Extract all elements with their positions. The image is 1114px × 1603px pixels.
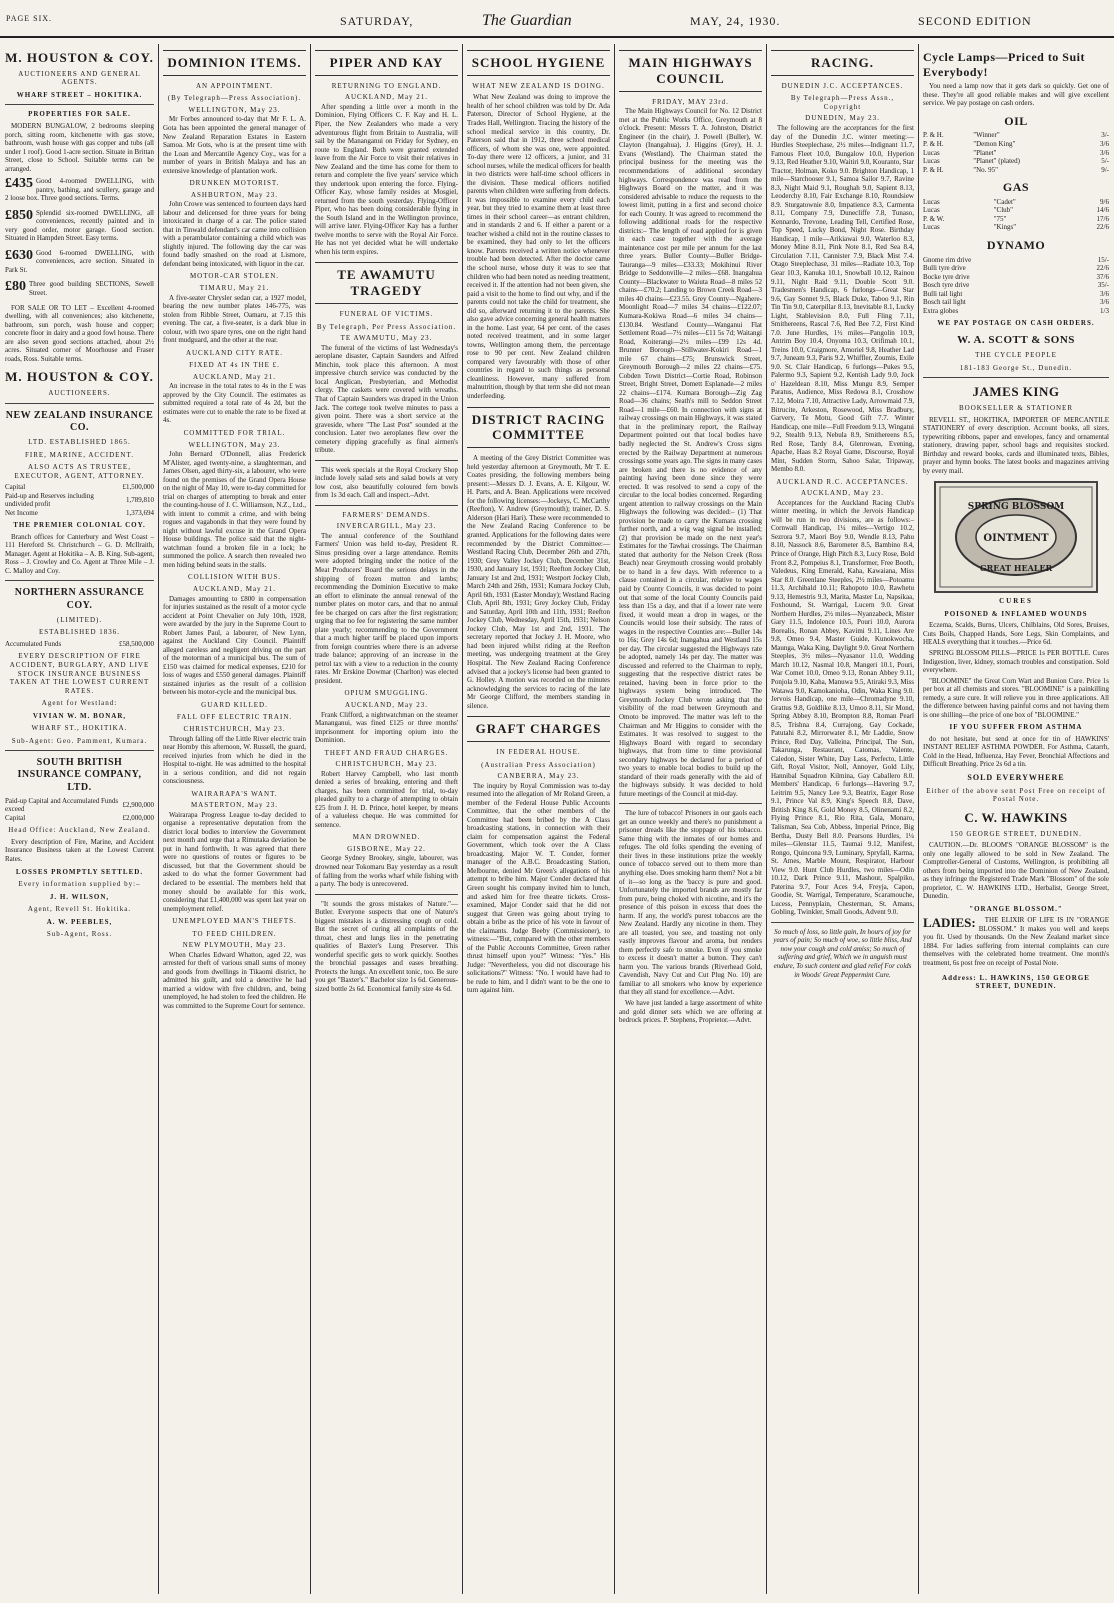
article-headline: PIPER AND KAY	[315, 50, 458, 76]
article-subhead: WHAT NEW ZEALAND IS DOING.	[472, 81, 605, 90]
ad-firm-title: W. A. SCOTT & SONS	[957, 333, 1075, 346]
ad-note: WE PAY POSTAGE ON CASH ORDERS.	[937, 319, 1095, 328]
article-headline: DOMINION ITEMS.	[163, 50, 306, 76]
price-list-price: 37/6	[1096, 272, 1109, 281]
ad-firm-subtitle: AUCTIONEERS.	[48, 389, 111, 398]
insurance-agent-address: Sub-Agent, Ross.	[46, 930, 113, 939]
insurance-ad-title: SOUTH BRITISH INSURANCE COMPANY, LTD.	[17, 757, 142, 793]
property-ad: FOR SALE OR TO LET – Excellent 4-roomed dwelling, with all conveniences; also kitchenette, bathroom, sun porch, wash house and copper; concrete floor in dairy and a good fowl house. There are also seven good sections attached, about 2½ acres. Situated corner of Moorhouse and Fraser roads, Ross. Suitable terms.	[5, 303, 154, 363]
price-list-price: 15/-	[1097, 255, 1109, 264]
article-subhead: FIXED AT 4s IN THE £.	[189, 361, 280, 370]
article-credit: (By Telegraph—Press Association).	[167, 94, 302, 103]
price-list-item: P. & W.	[923, 214, 945, 223]
figure-label: Paid-up and Reserves including undivided profit	[5, 491, 94, 509]
figure-value: 1,789,810	[126, 495, 154, 504]
ointment-logo	[934, 481, 1098, 593]
price-list-row	[923, 131, 1109, 140]
column-piper-and-kay	[312, 44, 461, 1594]
article-subhead: MOTOR-CAR STOLEN.	[189, 272, 280, 281]
article-body: A meeting of the Grey District Committee was held yesterday afternoon at Greymouth, Mr T. E. Coates presiding, the following members being present:—Messrs D. J. Evans, A. E. Kilgour, W. H. Parts, and A. Bean. Applications were received for the following licenses:—Jockeys, C. McCarthy (Reefton), V. Andrew (Greymouth); trainer, D. S. Alderson (Hari Hari). These were recommended to the New Zealand Racing Conference to be granted. Applications for the following dates were recommended by the District Committee:—Westland Racing Club, December 26th and 27th, 1930; Grey Valley Jockey Club, December 31st, 1930, and January 1st, 1931; Reefton Jockey Club, January 1st and 2nd, 1931; Westport Jockey Club, March 24th and 26th, 1931; Kumara Jockey Club, April 6th, 1931 (Easter Monday); Westland Racing Club, April 8th, 1931; Grey Jockey Club, Friday and Saturday, April 10th and 11th, 1931; Reefton Jockey Club, Wednesday, April 15th, 1931; Nelson Jockey Club, May 1st and 2nd, 1931. The secretary reported that Jockey J. H. Moore, who had been injured whilst riding at the Reefton meeting, was undergoing treatment at the Grey Hospital. The New Zealand Racing Conference advised that a jockey's license had been granted to G. Holley. A motion was recorded on the minutes acknowledging the services to racing of the late Mr George Clifford, the members standing in silence.	[467, 454, 610, 710]
ad-firm-address: Address: L. HAWKINS, 150 GEORGE STREET, DUNEDIN.	[942, 973, 1090, 991]
price-list-item: Lucas	[923, 157, 940, 166]
ad-body: REVELL ST., HOKITIKA, IMPORTER OF MERCANTILE STATIONERY of every description. Account books, all sizes, typewriting ribbons, paper and envelopes, fancy and ornamental stationery, drawing paper, school bags and requisites stocked. Birthday and reward books, cards and illuminated texts, Bibles, prayer and hymn books. The latest books and magazines arriving by every mail.	[923, 415, 1109, 475]
property-price: £80	[5, 280, 26, 295]
insurance-subagent: Sub-Agent: Geo. Pamment, Kumara.	[11, 736, 148, 745]
masthead-title: The Guardian	[482, 12, 572, 29]
price-list-item: "Club"	[993, 206, 1014, 215]
article-subhead: OPIUM SMUGGLING.	[344, 689, 429, 698]
column-rule	[918, 44, 919, 1594]
article-credit: (Australian Press Association)	[481, 760, 596, 769]
price-list-row	[923, 281, 1109, 290]
article-body: John Crowe was sentenced to fourteen days hard labour and delicensed for three years for being intoxicated in charge of a car. The police stated that in Tinwald defendant's car came into collision with a perambulator containing a child which was slightly injured. The following day the car was found badly smashed on the road at Lismore, defendant being intoxicated, with liquor in the car.	[163, 200, 306, 268]
price-list-price: 17/6	[1096, 214, 1109, 223]
masthead-edition: SECOND EDITION	[918, 14, 1032, 28]
insurance-figures	[5, 483, 154, 517]
article-subhead: GUARD KILLED.	[201, 700, 268, 709]
insurance-ad-branches: Branch offices for Canterbury and West Coast – 111 Hereford St. Christchurch – G. D. McIlraith, Manager. Agent at Hokitika – A. B. King. Sub-agent, Ross – J. Crowley and Co. Agent at Three Mile – J. C. Malloy and Coy.	[5, 532, 154, 575]
insurance-agent-name: J. H. WILSON,	[49, 892, 110, 901]
price-list-row	[923, 223, 1109, 232]
article-body: Robert Harvey Campbell, who last month denied a series of breaking, entering and theft charges, has been committed for trial, to-day pleaded guilty to a charge of attempting to obtain £25 from J. H. D. Prince, hotel keeper, by means of a valueless cheque. He was committed for sentence.	[315, 769, 458, 829]
article-body: Frank Clifford, a nightwatchman on the steamer Mananganui, was fined £125 or three months' imprisonment for importing opium into the Dominion.	[315, 710, 458, 745]
property-price: £630	[5, 248, 33, 263]
dateline: GISBORNE, May 22.	[347, 844, 426, 853]
advertisement: "It sounds the gross mistakes of Nature."—Butler. Everyone suspects that one of Nature's biggest mistakes is a distressing cough or cold. But the secret of curing all complaints of the throat, chest and lungs lies in the penetrating qualities of Baxter's Lung Preserver. This wonderful specific gets to work quickly. Soothes the bronchial passages and eases breathing. Protects the lungs. An excellent tonic, too. Be sure you get "Baxter's." Bachelor size 1s 6d. Generous-sized bottle 2s 6d. Economical family size 4s 6d.	[315, 899, 458, 993]
dateline: CHRISTCHURCH, May 23.	[335, 760, 438, 769]
ad-firm-subtitle: AUCTIONEERS AND GENERAL AGENTS.	[18, 69, 141, 87]
insurance-ad-title: NORTHERN ASSURANCE COY.	[14, 587, 145, 611]
figure-value: £1,500,000	[122, 483, 154, 492]
ad-heading: IF YOU SUFFER FROM ASTHMA	[949, 723, 1083, 732]
price-list-price: 3/6	[1100, 148, 1109, 157]
price-list-row	[923, 140, 1109, 149]
property-ad: MODERN BUNGALOW, 2 bedrooms sleeping porch, sitting room, kitchenette with gas stove, bathroom, wash house with gas copper and tubs (all under 1 roof). Good 1-acre section. Situate in Brittan Street, close to School. Suitable terms can be arranged.	[5, 121, 154, 173]
column-dominion-items	[160, 44, 309, 1594]
ointment-seal-icon	[936, 483, 1096, 591]
ad-section-heading: OIL	[1004, 113, 1028, 128]
column-main-highways	[616, 44, 765, 1594]
insurance-info: Every information supplied by:–	[18, 880, 141, 889]
column-rule	[310, 44, 311, 1594]
price-list-item: Lucas	[923, 206, 940, 215]
article-body: Damages amounting to £800 in compensation for injuries sustained as the result of a motor cycle accident at Point Chevalier on July 10th, 1928, were awarded by the jury in the Supreme Court to Robert James Paul, a labourer, of New Lynn, against the Auckland City Council. Plaintiff alleged careless and negligent driving on the part of the motorman of a municipal bus. The sum of £150 was claimed for medical expenses, £210 for loss of wages and £550 general damages. Plaintiff sustained injuries as the result of a collision between his motor-cycle and the municipal bus.	[163, 594, 306, 697]
dateline: CHRISTCHURCH, May 23.	[183, 724, 286, 733]
dateline: WELLINGTON, May 23.	[188, 440, 281, 449]
price-list-row	[923, 215, 1109, 224]
ad-firm-address: 150 GEORGE STREET, DUNEDIN.	[950, 829, 1082, 838]
dateline: NEW PLYMOUTH, May 23.	[182, 941, 287, 950]
price-list-price: 9/-	[1101, 165, 1109, 174]
ad-body: "BLOOMINE" the Great Corn Wart and Bunion Cure. Price 1s per box at all chemists and stores. "BLOOMINE" is a painkilling remedy, a sure cure. It will relieve you in three applications. All the difference between having painful corns and not having them is one shilling—the price of one box of "BLOOMINE."	[923, 676, 1109, 719]
ad-firm-title: JAMES KING	[972, 384, 1060, 400]
article-subhead: RETURNING TO ENGLAND.	[331, 81, 442, 90]
price-list-item: Bosch tail light	[923, 298, 966, 307]
price-list-price: 3/6	[1100, 140, 1109, 148]
price-list-item: P. & H.	[923, 165, 944, 174]
insurance-ad-body: Every description of Fire, Marine, and Accident Insurance Business taken at the Lowest Current Rates.	[5, 837, 154, 863]
insurance-ad-slogan: LOSSES PROMPTLY SETTLED.	[15, 867, 144, 876]
masthead-date: MAY, 24, 1930.	[690, 14, 781, 28]
ad-firm-address: 181-183 George St., Dunedin.	[959, 363, 1073, 372]
article-subhead: TO FEED CHILDREN.	[192, 929, 277, 938]
article-headline: SCHOOL HYGIENE	[467, 50, 610, 76]
dateline: MASTERTON, May 23.	[190, 801, 279, 810]
article-subhead: MAN DROWNED.	[352, 833, 421, 842]
price-list-item: Gnome rim drive	[923, 255, 972, 264]
price-list-gas	[923, 198, 1109, 232]
insurance-ad-acts: ALSO ACTS AS TRUSTEE, EXECUTOR, AGENT, ATTORNEY.	[14, 463, 145, 480]
column-rule	[766, 44, 767, 1594]
ad-heading: LADIES:	[923, 916, 976, 931]
price-list-item: Lucas	[923, 223, 940, 232]
price-list-price: 14/6	[1096, 206, 1109, 215]
advertisement: We have just landed a large assortment of white and gold dinner sets which we are offering at bedrock prices. P. Stephens, Proprietor.—Advt.	[619, 998, 762, 1025]
advertisement-verse: So much of loss, so little gain, In hours of joy for years of pain; So much of woe, so little bliss, And now your cough and cold amiss; So much of suffering and grief, Which we in anguish must endure, To such content and glad relief For colds in Woods' Great Peppermint Cure.	[773, 927, 912, 979]
dateline: AUCKLAND, May 21.	[192, 585, 277, 594]
price-list-price: 3/6	[1100, 289, 1109, 298]
price-list-item: "Demon King"	[973, 140, 1016, 148]
article-subhead: COMMITTED FOR TRIAL.	[183, 428, 286, 437]
article-headline: MAIN HIGHWAYS COUNCIL	[619, 50, 762, 92]
ad-title: Cycle Lamps—Priced to Suit Everybody!	[923, 50, 1085, 79]
ad-heading: SOLD EVERYWHERE	[967, 772, 1065, 782]
insurance-head-office: Head Office: Auckland, New Zealand.	[8, 826, 151, 835]
price-list-item: "75"	[993, 214, 1007, 223]
price-list-dynamo	[923, 256, 1109, 316]
dateline: TE AWAMUTU, May 23.	[340, 334, 433, 343]
dateline: CANBERRA, May 23.	[497, 772, 580, 781]
dateline: INVERCARGILL, May 23.	[336, 522, 437, 531]
article-body: The following are the acceptances for the first day of the Dunedin J.C. winter meeting:— Hurdles Steeplechase, 2½ miles—Indignant 11.7, Famous Fleet 10.0, Bungalow 10.0, Hyperion 9.13, Red Heather 9.10, Waitiri 9.0, Kouranto, Star Tractor, Holman, Koko 9.0. Brighton Handicap, 1 mile—Starchooser 9.1, Samoa Sailor 9.7, Ravine 8.3, Night Maid 9.1, Roughah 9.0, Sapient 8.13, Leoderchy 8.10, Fair Exchange 8.10, Roundsiew 8.9. Sturgatownie 8.0, Impatience 8.3, Carmenta 8.11, Company 7.9, Dunecliffe 7.8, Tunaso, Kennardo, Trevone, Leading Tell, Certified Rose, Top Speed, Lucky Bond, Night Rose. Birthday Handicap, 1 mile—Arikiawai 9.0, Waterloo 8.3, Money Mine 8.11, Pink Note 8.1, Red Sea 8.4, Circulation 7.11, Cannister 7.9, Black Mist 7.4. Otago Steeplechase, 31 miles—Radiate 10.3, Top Gear 10.3, Kanuka 10.1, Snowball 10.12, Rainou 9.11, Night Raid 9.11, Double Scott 9.0. Tradesmen's Handicap, 6 furlongs—Great Star 9.6, Gay Sonnet 9.5, Black Duke, Taboo 9.1, Rin Tin Tin 9.0, Caterpillar 8.13, Inevitable 8.1, Lucky Light, Stablevision 8.0, Full Fling 7.11, Smithereens, Rascal 7.6, Red Bee 7.2, First Kind 7.0. June Hurdles, 1½ miles—Pangolin 10.9, Antrim Boy 10.4, Onyoma 10.3, Orifimah 10.1, Treins 10.0, Craigmore, Amoriel 9.8, Heather Lad 9.7, Juneam 9.3, Paris 9.2, Whiffler, Zoumis, Exile 9.0. St. Clair Handicap, 6 furlongs—Pukes 9.5, Palermo 9.3, Sapient 9.2, Kentish Lady 9.0, Jock o' Hazeldean 8.10, Miss Mungu 8.9, Semper Paratus, Audience, Miss Redowa 8.1, Crosshow 7.12, Moira 7.10, Attractive Lady, Arrowmaid 7.9, Bitrucite, Arkeston, Rosewood, Miss Bradbury, Garvery, Te Motu, Good Gift 7.7. Winter Handicap, one mile—Full Freedom 9.13, Wingatui 9.2, Stealth 9.13, Nebula 8.9, Smithereens 8.5, Red Rose, Tardy 8.4, Glenrowan, Evening, Apache, Haas 8.2 Royal Game, Discourse, Royal Mint, Sudden Storm, Sahoo Salar, Tripaway, Membo 8.0.	[771, 123, 914, 474]
price-list-price: 9/6	[1100, 197, 1109, 206]
ad-body: THE ELIXIR OF LIFE IS IN "ORANGE BLOSSOM." It makes you well and keeps you fit. Used by thousands. On the New Zealand market since 1884. For ladies suffering from internal complaints can cure themselves with the celebrated home treatment. One month's treatment, 6s post free on receipt of Postal Note.	[923, 916, 1109, 967]
ad-body: SPRING BLOSSOM PILLS—PRICE 1s PER BOTTLE. Cures Indigestion, liver, kidney, stomach troubles and constipation. Sold everywhere.	[923, 648, 1109, 675]
article-headline: RACING.	[771, 50, 914, 76]
price-list-price: 3/-	[1101, 131, 1109, 140]
price-list-item: Bulli tyre drive	[923, 264, 966, 273]
price-list-row	[923, 206, 1109, 215]
price-list-item: "Planet"	[973, 148, 997, 157]
article-subhead: FARMERS' DEMANDS.	[342, 510, 431, 519]
article-subhead: IN FEDERAL HOUSE.	[496, 748, 581, 757]
column-advertisements-agents	[2, 44, 157, 1594]
ad-body: Eczema, Scalds, Burns, Ulcers, Chilblains, Old Sores, Bruises, Cuts Boils, Chapped Hands, Sore Legs, Skin Complaints, and HEALS everything that it touches.—Price 6d.	[923, 621, 1109, 647]
dateline: WELLINGTON, May 23.	[188, 105, 281, 114]
price-list-row	[923, 198, 1109, 207]
article-subhead: DRUNKEN MOTORIST.	[189, 179, 280, 188]
insurance-ad-note: THE PREMIER COLONIAL COY.	[13, 521, 146, 530]
price-list-price: 5/-	[1101, 157, 1109, 166]
price-list-item: "Cadet"	[993, 197, 1016, 206]
ad-firm-title: M. HOUSTON & COY.	[5, 369, 154, 385]
property-price: £435	[5, 177, 33, 192]
article-body: The funeral of the victims of last Wednesday's aeroplane disaster, Captain Saunders and Alfred Minchin, took place this afternoon. A most impressive church service was conducted by the local Anglican, Presbyterian, and Methodist clergy. The caskets were covered with wreaths. That of Captain Saunders was draped in the Union Jack. The cortege took twelve minutes to pass a given point. There was a short service at the graveside, where "The Last Post" sounded at the conclusion. Later two aeroplanes flew over the cemetery dipping gracefully as final airmen's tribute.	[315, 343, 458, 455]
price-list-item: Extra globes	[923, 306, 959, 315]
dateline: TIMARU, May 21.	[199, 284, 270, 293]
insurance-agent-label: Agent for Westland:	[41, 699, 118, 708]
seal-text-middle: OINTMENT	[983, 533, 1049, 545]
price-list-row	[923, 149, 1109, 158]
article-body: Through falling off the Little River electric train near Hornby this afternoon, W. Russell, the guard, received injuries from which he died in the Hospital to-night. He was admitted to the hospital in a serious condition, and did not regain consciousness.	[163, 734, 306, 786]
article-subhead: FUNERAL OF VICTIMS.	[339, 310, 434, 319]
seal-text-bottom: GREAT HEALER	[979, 563, 1053, 574]
insurance-agent-address: Agent, Revell St. Hokitika.	[27, 905, 132, 914]
article-subhead: COLLISION WITH BUS.	[188, 573, 281, 582]
insurance-agent-name: VIVIAN W. M. BONAR,	[32, 711, 127, 720]
article-headline: DISTRICT RACING COMMITTEE	[467, 407, 610, 449]
price-list-item: "Winner"	[973, 131, 1000, 140]
article-body: After spending a little over a month in the Dominion, Flying Officers C. F. Kay and H. L. Piper, the New Zealanders who made a very adventurous flight from Britain to Australia, will sail by the Mananganui on Friday for Sydney, en route to England. Both were granted extended leave from the Air Force to visit their relatives in New Zealand and the time has come for them to return and complete the five years' service which they undertook upon entering the force. Flying-Officer Kay, whose family resides at Mosgiel, returned from the south yesterday. Flying-Officer Piper, who has been doing considerable flying in the South Island and in the Wellington province, will arrive later. Flying-Officer Kay has a further twelve months to serve with the Royal Air Force. He has not yet decided what he will undertake when his term expires.	[315, 102, 458, 256]
ad-heading: CURES	[999, 597, 1033, 606]
price-list-row	[923, 298, 1109, 307]
dateline: DUNEDIN, May 23.	[805, 114, 880, 123]
article-subhead: AUCKLAND R.C. ACCEPTANCES.	[776, 477, 909, 486]
figure-label: Capital	[5, 483, 26, 492]
article-subhead: DUNEDIN J.C. ACCEPTANCES.	[781, 81, 904, 90]
article-body: The inquiry by Royal Commission was to-day resumed into the allegation of Mr Roland Green, a member of the Federal House Public Accounts Committee, that the other members of the Committee had been bribed by the A Class broadcasting stations, in connection with their claim for compensation against the Federal Government, which took over the A Class broadcasting. Major W. T. Conder, former manager of the A.B.C. Broadcasting Station, Melbourne, denied Mr Green's allegations of his attempt to bribe him. Major Conder declared that Green sought his company invited him to lunch, and asked him for free theatre tickets. Cross-examined, Major Conder said that he did not suggest that Green was going about trying to obtain a bribe as the price of his vote in favour of the claimants. Judge Beeby (Commissioner), to witness:—"But, compared with the other members of the Public Accounts Committee, Green rather thrust himself upon you?" Witness: "Yes." His Judge: "Nevertheless, you did not discourage his solicitations?" Witness: "No. I would have had to be rude to him, and I didn't want to be the one to turn against him.	[467, 781, 610, 995]
price-list-item: "Planet" (plated)	[973, 157, 1020, 166]
price-list-item: Lucas	[923, 197, 940, 206]
ad-firm-title: M. HOUSTON & COY.	[5, 50, 154, 65]
ad-body: do not hesitate, but send at once for tin of HAWKINS' INSTANT RELIEF ASTHMA POWDER. For Asthma, Catarrh, Cold in the Head, Influenza, Hay Fever, Bronchial Affections and Difficult Breathing. Price 2s 6d a tin.	[923, 734, 1109, 769]
insurance-ad-title: NEW ZEALAND INSURANCE CO.	[5, 409, 154, 433]
ad-body: You need a lamp now that it gets dark so quickly. Get one of these. They're all good reliable makes and will give excellent service. We pay postage on cash orders.	[923, 82, 1109, 108]
ad-heading: POISONED & INFLAMED WOUNDS	[944, 609, 1088, 618]
figure-value: 1,373,694	[126, 508, 154, 517]
insurance-agent-name: A. W. PEEBLES,	[46, 917, 113, 926]
figure-label: Net Income	[5, 508, 38, 517]
ad-firm-subtitle: BOOKSELLER & STATIONER	[959, 404, 1073, 413]
article-subhead: WAIRARAPA'S WANT.	[191, 789, 278, 798]
price-list-item: Bocke tyre drive	[923, 272, 970, 281]
property-ad: Good 6-roomed DWELLING, with conveniences, acre section. Situated in Park St.	[5, 248, 154, 274]
price-list-item: Lucas	[923, 148, 940, 157]
article-body: Wairarapa Progress League to-day decided to organise a representative deputation from the district local bodies to interview the Government next month and urge that a Rimutaka deviation be put in hand forthwith. It was agreed that there were no questions of routes or figures to be discussed, but that the Government should be asked to do what the former Government had declared to be essential. The members held that money should be available for this work, considering that £1,400,000 was spent last year on unemployment relief.	[163, 810, 306, 913]
dateline: FRIDAY, MAY 23rd.	[652, 97, 729, 106]
properties-heading: PROPERTIES FOR SALE.	[28, 110, 131, 119]
column-racing	[768, 44, 917, 1594]
property-ad: Good 4-roomed DWELLING, with pantry, bathing, and scullery, garage and 2 loose box. Three good sections. Terms.	[5, 177, 154, 203]
ad-heading: "ORANGE BLOSSOM."	[969, 904, 1063, 913]
insurance-agent-address: WHARF ST., HOKITIKA.	[31, 724, 128, 733]
price-list-row	[923, 264, 1109, 273]
article-body: Acceptances for the Auckland Racing Club's winter meeting, in which the Jervois Handicap will be run in two divisions, are as follows:– Cornwall Handicap, 1¼ miles—Vertigo 10.2, Sezrora 9.7, Maori Boy 9.0, Wendle 8.13, Pahu 8.10, Nassock 8.6, Barometer 8.5, Bambino 8.4, Prince of Orange, High Pitch 8.3, Lucy Rose, Bold Front 8.2, Pompeius 8.1, Transformer, Free Booth, Valedeus, King Emerald, Kaha, Kawaiana, Miss Star 8.0. Greenlane Steeples, 2½ miles—Potoamu 11.3, Archibald 10.11; Rahopoto 10.0, Rawhetu 9.13, Hemestris 9.3, Marita, Master Lu, Napsikaa, Foxhound, St. Warrigal, Lucern 9.0. Great Northern Hurdles, 2½ miles—Nyanzabeck, Mister Gary 11.5, Indolence 10.5, Pouri 10.0, Aurora Borealis, Ronan Abbey, Kavimi 9.11, Lines Are 9.8, Omeo 9.4, Master Guide, Kunokwocha, Maunga, Waka King, Daylight 9.0. Great Northern Steeples, 3½ miles—Nyasanor 11.0, Wedding March 10.12, Nasmal 10.8, Mangeri 10.1, Pouri, War Comet 10.0, Omeo 9.13, Ronan Abbey 9.11, Ponjola 9.10, Kaha, Manuwa 9.5, Atiraki 9.3, Miss Watawa 9.0, Kamokanioha, Odin, Waka King 9.0. Jervois Handicap, one mile—Chromadyne 9.10, Grattus 9.8, Goldlike 8.13, Umoo 8.11, Sir Mond, Spring Abbey 8.10, Brompton 8.8, Roman Pearl 8.5, Trishna 8.4, Currajong, Gay Cockade, Patutahi 8.2, Mirrorwater 8.1, Mr Laddie, Snow Prince, Red Day, Valleina, Principal, The Sun, Takarunga, Restaurant, Catomas, Valente, Caledon, Sister White, Day Lass, Perfecto, Little Gift, Royal Visitor, Noll, Annoyer, Gold Lily, Hannibal Squadron Kilmina, Gay Caballero 8.0. Members' Handicap, 6 furlongs—Havering 9.7, Leitrim 9.5, Nancy Lee 9.3, Beatrix, Eager Rose 9.1, Prince Val 8.9, King's Speech 8.8, Dave, British King 8.6, Gold Money 8.5, Olinenami 8.2, Flying Prince 8.1, Rio Rita, Gala, Monaro, Talisman, Sea Cob, Abbess, Imperial Prince, Big Bertha, Dusty Bell 8.0. Pearsons Hurdles, 1¼ miles—Glenstar 11.5, Taumai 9.12, Manifest, Rongo, Quincona 9.9, Luminary, Spryfall, Karma, St. Ames, Marble Mount, Respirator, Harbour View 9.0. Hunt Club Hurdles, two miles—Odin 10.12, Dark Prince 9.11, Mashour, Spalpiko, Paterina 9.7, Four Aces 9.4, Freyja, Capon, Goodie, St. Warrigal, Temperature, Scaramouche, Lucess, Pennyplain, Chesterman, St. Amans, Gobling, Twinkler, Small Goods, Advent 9.0.	[771, 498, 914, 917]
figure-label: Capital	[5, 813, 26, 822]
article-subhead: UNEMPLOYED MAN'S THEFTS.	[172, 917, 297, 926]
price-list-row	[923, 157, 1109, 166]
price-list-price: 3/6	[1100, 298, 1109, 307]
article-body: John Bernard O'Donnell, alias Frederick M'Alister, aged twenty-nine, a slaughterman, and James Olsen, aged thirty-six, a labourer, who were found on the premises of the Grand Opera House on the night of May 10, were to-day committed for trial on charges of attempting to break and enter the counting-house of J. C. Williamson, N.Z., Ltd., with intent to commit a crime, and with being rogues and vagabonds in that they were found by night without lawful excuse in the Grand Opera House buildings. The police said that the night-watchman found a broken file in a lock; he summoned the police. A search then revealed two men hiding behind seats in the stalls.	[163, 450, 306, 569]
price-list-item: "Kings"	[993, 223, 1017, 232]
advertisement: The lure of tobacco! Prisoners in our gaols each get an ounce weekly and there's no punishment a prisoner dreads like the stoppage of his tobacco. Same thing with the inmates of our homes and refuges. The old folks spending the evening of their lives in these institutions prize the weekly ounce of tobacco served out to them more than anything else. Does smoking harm them? Not a bit of it—so long as the 'baccy is pure and good. Unfortunately the imported brands are mostly far from pure, being choked with nicotine, and it's the presence of this poison in excess that does the harm. If any, the world's purest tobaccos are the New Zealand. Hardly any nicotine in them. They are all toasted, you see, and toasting not only vastly improves flavour and aroma, but renders them perfectly safe to smoke. Even if you smoke to excess it doesn't matter a button. They can't harm you. The various brands (Riverhead Gold, Cavendish, Navy Cut and Cut Plug No. 10) are familiar to all smokers who know by experience that they all stand for excellence.—Advt.	[619, 809, 762, 997]
price-list-row	[923, 273, 1109, 282]
figure-label: Accumulated Funds	[5, 639, 62, 648]
figure-value: £58,500,000	[119, 639, 154, 648]
price-list-price: 22/6	[1096, 223, 1109, 232]
insurance-ad-lines: FIRE, MARINE, ACCIDENT.	[24, 450, 134, 459]
article-body: The Main Highways Council for No. 12 District met at the Public Works Office, Greymouth at 8 o'clock. Present: Messrs T. A. Johnston, District Engineer (in the chair), J. Powell (Buller), W. Clayton (Inangahua), J. Higgins (Grey), H. J. Evans (Westland). The Chairman stated the principal business for the meeting was the recommendations of additional secondary highways. Correspondence was read from the Highways Board on the matter, and it was considered advisable to reduce the requests to the lowest limit, putting in a first and second choice for each County. It was agreed to recommend the following additional roads for the respective districts:– The length of road applied for is given in each case together with the average maintenance cost per mile per annum for the last three years. Buller County—Buller Bridge-Tauranga—9 miles—£33.33; Mokihinui River Bridge to Seddonville—2 miles—£68. Inangahua County—Blackwater to Waiuta Road—8 miles 52 chains—£70.2; Landing to Brown Creek Road—3 miles 40 chains—£23.55. Grey County—Ngahere-Moonlight Road—7 miles 34 chains—£122.07; Kumara-Kokiwa Road—6 miles 34 chains—£130.84. Westland County—Wanganui Flat Settlement Road—7½ miles—£11 5s 7d; Waitangi Road, Koiterangi—2½ miles—£99 12s 4d. Brunner Borough—Stillwater-Kokiri Road—1 mile 67 chains—£75; Brunswick Street, Greymouth Borough—2 miles 22 chains—£75. Cobden Town District—Cortie Road, Robinson Street, Bright Street, Domett Esplanade—2 miles 22 chains—£174. Kumara Borough—Zig Zag Road—36 chains; Seath's mill to Seddon Street Road—1 mile—£60. In connection with signs at railway crossings on main Highways, it was stated that in the preliminary report, the Railway Department pointed out that local bodies have badly neglected the St. Andrew's Cross signs erected by the Railway Department at numerous crossings some years ago. The signs in many cases are broken and there is no evidence of any painting having been done since they were erected. It was resolved to send a copy of the circular to the local bodies concerned. Regarding urgent attention to railway crossings on the Main Highways the following was decided:– (1) That provision be made to carry the Kumara crossing further north, and a wig wag signal be installed; (2) that provision be made on the next year's Estimates for the Tawhai crossings. The Chairman stated that authority for the Nelson Creek (Ross Beach) near Greymouth crossing would probably be to hand in a few days. With reference to a clause contained in a circular, relative to wages paid by County Councils, it was decided to point out that some of the local County Councils paid less than 15s a day, and that if a lower rate were fixed, it would mean a drop in wages, or the Councils would lose their subsidy. The rates of wages in the respective Counties are:—Buller 14s to 16s; Grey 14s 6d; Inangahua and Westland 15s per day. The circular suggested the Highways rate be adopted, namely 14s per day. The matter was discussed and referred to the Chairman to reply, suggesting that the respective district rates be retained, having been in force prior to the highways system being introduced. The Greymouth Jockey Club wrote asking that the visibility of the road between Greymouth and Omoto be improved. The matter was left to the Chairman and Mr Higgins to consider with the Estimates. It was resolved to suggest to the Highways Board with regard to secondary highways, that from time to time provisional secondary highways be declared for a period of two years to enable local bodies to build up the standard of their roads generally with the aid of the highways subsidy. It was decided to hold future meetings of the Council at mid-day.	[619, 107, 762, 798]
article-body: The annual conference of the Southland Farmers' Union was held to-day, President R. Sinus presiding over a large attendance. Remits were adopted bringing under the notice of the Meat Producers' Board the serious delays in the shipping of frozen mutton and lambs; recommending the Dominion Executive to make an effort to eliminate the annual renewal of the number plates on motor cars, and that no annual fee be charged on cars after the first registration; urging that no fee for registering the same number plate yearly; recommending to the Government that a much higher tariff be placed upon imports from foreign countries where there is an adverse trade balance; approving of an increase in the petrol tax with a view to a reduction in the county rates. Mr Erskine Dowmar (Charlton) was elected president.	[315, 531, 458, 685]
insurance-ad-subtitle: LTD. ESTABLISHED 1865.	[28, 438, 131, 447]
price-list-row	[923, 307, 1109, 316]
article-body: An increase in the total rates to 4s in the £ was approved by the City Council. The estimates as submitted required a total rate of 4s 2d, but the estimates were cut to enable the rate to be fixed at 4s.	[163, 382, 306, 425]
price-list-price: 1/3	[1100, 306, 1109, 315]
insurance-ad-subtitle: (LIMITED).	[56, 615, 103, 624]
column-school-hygiene	[464, 44, 613, 1594]
article-body: George Sydney Brookey, single, labourer, was drowned near Tokomaru Bay yesterday as a result of falling from the works wharf while fishing with a party. The body is unrecovered.	[315, 854, 458, 889]
figure-value: £2,900,000	[122, 801, 154, 810]
page-number: PAGE SIX.	[6, 14, 53, 23]
dateline: AUCKLAND, May 21.	[192, 372, 277, 381]
price-list-oil	[923, 131, 1109, 174]
article-headline: TE AWAMUTU TRAGEDY	[315, 262, 458, 304]
column-advertisements-retail	[920, 44, 1112, 1594]
article-credit: By Telegraph—Press Assn., Copyright	[790, 94, 895, 111]
article-body: A five-seater Chrysler sedan car, a 1927 model, bearing the new number plates 146-775, was stolen from Ribble Street, Oamaru, at 7.15 this evening. The car, a five-seater, is a dark blue in colour, with two spare tyres, one on the right hand front mudguard, and the other at the rear.	[163, 293, 306, 345]
ad-firm-title: C. W. HAWKINS	[964, 809, 1068, 825]
price-list-row	[923, 166, 1109, 175]
price-list-row	[923, 290, 1109, 299]
masthead-day: SATURDAY,	[340, 14, 414, 28]
price-list-row	[923, 256, 1109, 265]
insurance-ad-established: ESTABLISHED 1836.	[39, 628, 120, 637]
advertisement: This week specials at the Royal Crockery Shop include lovely salad sets and salad bowls at very low cost, also beautifully coloured fern bowls from 1s 3d each. Call and inspect.–Advt.	[315, 465, 458, 500]
article-subhead: AUCKLAND CITY RATE.	[185, 348, 284, 357]
figure-label: Paid-up Capital and Accumulated Funds exceed	[5, 796, 119, 814]
insurance-figures	[5, 797, 154, 823]
article-headline: GRAFT CHARGES	[467, 716, 610, 742]
insurance-figures	[5, 640, 154, 649]
column-rule	[614, 44, 615, 1594]
ad-section-heading: GAS	[1002, 180, 1030, 195]
price-list-item: Bosch tyre drive	[923, 281, 970, 290]
article-subhead: THEFT AND FRAUD CHARGES.	[324, 748, 449, 757]
price-list-item: P. & H.	[923, 140, 944, 148]
property-ad: Splendid six-roomed DWELLING, all conveniences, recently painted and in very good order, motor garage. Good section. Situated in Hampden Street. Easy terms.	[5, 208, 154, 243]
article-body: When Charles Edward Whatton, aged 22, was arrested for theft of various small sums of money and goods from dwellings in Tikaomi district, he admitted his guilt, and told a detective he had married a widow with five children, and, being unemployed, he had stolen to feed the children. He was committed to the Supreme Court for sentence.	[163, 950, 306, 1010]
ad-body: CAUTION.—Dr. BLOOM'S "ORANGE BLOSSOM" is the only one legally allowed to be sold in New Zealand. The Comptroller-General of Customs, Wellington, is prohibiting all others from being imported into the Dominion of New Zealand, as they infringe the Registered Trade Mark "Blossom" of the sole proprietor, C. W. HAWKINS LTD., Herbalist, George Street, Dunedin.	[923, 841, 1109, 901]
column-rule	[158, 44, 159, 1594]
ad-firm-subtitle: THE CYCLE PEOPLE	[975, 351, 1057, 360]
dateline: AUCKLAND, May 21.	[344, 93, 429, 102]
property-ad: Three good building SECTIONS, Sewell Street.	[29, 280, 154, 298]
figure-value: £2,000,000	[122, 813, 154, 822]
ad-section-heading: DYNAMO	[986, 237, 1046, 252]
price-list-price: 22/6	[1096, 264, 1109, 273]
article-body: Mr Forbes announced to-day that Mr F. L. A. Gota has been appointed the general manager of New Zealand Reparation Estates in Eastern Samoa. Mr Gots, who is at the present time with the Loan and Mercantile Agency Coy., was for a number of years in British Malaya and has an extensive knowledge of plantation work.	[163, 115, 306, 175]
column-rule	[462, 44, 463, 1594]
article-subhead: AN APPOINTMENT.	[195, 81, 274, 90]
property-price: £850	[5, 208, 33, 223]
dateline: ASHBURTON, May 23.	[190, 190, 279, 199]
ad-firm-street: WHARF STREET – HOKITIKA.	[16, 90, 143, 99]
masthead	[0, 0, 1114, 38]
article-credit: By Telegraph, Per Press Association.	[316, 322, 457, 331]
price-list-item: P. & H.	[923, 131, 944, 140]
ad-note: Either of the above sent Post Free on receipt of Postal Note.	[926, 786, 1106, 804]
seal-text-top: SPRING BLOSSOM	[967, 502, 1065, 513]
dateline: AUCKLAND, May 23.	[800, 489, 885, 498]
dateline: AUCKLAND, May 23.	[344, 700, 429, 709]
article-subhead: FALL OFF ELECTRIC TRAIN.	[176, 713, 293, 722]
price-list-item: Bulli tail light	[923, 289, 963, 298]
price-list-item: "No. 95"	[973, 165, 999, 174]
article-body: What New Zealand was doing to improve the health of her school children was told by Dr. Ada Paterson, Director of School Hygiene, at the Trades Hall, Wellington. Tracing the history of the school medical service in this country, Dr. Paterson said that in 1912, three school medical officers, of whom she was one, were appointed. To-day there were 12 officers, a junior, and 31 school nurses, while the medical officers for health in two districts were half-time school officers in the division. These medical officers notified parents when children were suffering from defects. It was impossible to examine every child each year, but they tried to examine them at least three times in their school career—as entrant children, and in standards 2 and 6. If either a parent or a teacher wished a child not in the routine classes to be examined, they had only to let the officers know. Parents received a written notice whenever trouble had been detected. After the doctor came the school nurse, whose duty it was to see that children who had been noted as needing treatment, received it. If the attention had not been given, she paid a visit to the home to find out why, and if the parents could not take the child for treatment, she did so, afterward returning it to the parents. She also gave advice concerning general health matters in the home. Last year, 64 per cent. of the cases noted received treatment, and in some larger towns, Wellington among them, the percentage rose to 90 per cent. New Zealand children compared very favourably with those of other countries in regard to such things as personal cleanliness. However, many suffered from malnutrition, though by that term she did not mean underfeeding.	[467, 93, 610, 400]
price-list-price: 35/-	[1097, 281, 1109, 290]
insurance-ad-body: EVERY DESCRIPTION OF FIRE ACCIDENT, BURGLARY, AND LIVE STOCK INSURANCE BUSINESS TAKEN AT THE LOWEST CURRENT RATES.	[9, 652, 150, 695]
